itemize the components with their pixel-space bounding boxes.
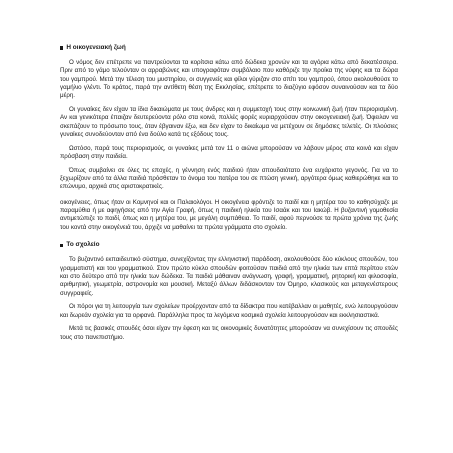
paragraph: Οι γυναίκες δεν είχαν τα ίδια δικαιώματα με τους άνδρες και η συμμετοχή τους στην κοινωνική ζωή ήταν περιορισμένη. Αν και γενικότερα έπαιζαν δευτερεύοντα ρόλο στα κοινά, πολλές φορές κυριαρχούσαν στην οικογενειακή ζωή. Όφειλαν να σκεπάζουν το πρόσωπο τους, όταν έβγαιναν έξω, και δεν είχαν το δικαίωμα να μετέχουν σε δημόσιες τελετές. Οι πλούσιες γυναίκες συνοδεύονταν από ένα δούλο κατά τις εξόδους τους. (60, 106, 398, 138)
section-heading-school (60, 241, 398, 249)
paragraph: Μετά τις βασικές σπουδές όσοι είχαν την έφεση και τις οικονομικές δυνατότητες μπορούσαν να συνεχίσουν τις σπουδές τους στο πανεπιστήμιο. (60, 325, 398, 341)
paragraph: Το βυζαντινό εκπαιδευτικό σύστημα, συνεχίζοντας την ελληνιστική παράδοση, ακολουθούσε δύο κύκλους σπουδών, του γραμματιστή και του γραμματικού. Στον πρώτο κύκλο σπουδών φοιτούσαν παιδιά από την ηλικία των επτά περίπου ετών και στο δεύτερο από την ηλικία των δώδεκα. Τα παιδιά μάθαιναν ανάγνωση, γραφή, γραμματική, ρητορική και φιλοσοφία, αριθμητική, γεωμετρία, αστρονομία και μουσική. Μεταξύ άλλων διδάσκονταν τον Όμηρο, κλασικούς και μεταγενέστερους συγγραφείς. (60, 256, 398, 297)
square-bullet-icon (60, 46, 63, 49)
square-bullet-icon (60, 244, 63, 247)
paragraph: Ο νόμος δεν επέτρεπε να παντρεύονται τα κορίτσια κάτω από δώδεκα χρονών και τα αγόρια κάτω από δεκατέσσερα. Πριν από το γάμο τελούνταν οι αρραβώνες και υπογραφόταν συμβόλαιο που καθόριζε την προίκα της νύφης και τα δώρα του γαμπρού. Μετά την τέλεση του μυστηρίου, οι συγγενείς και φίλοι γύριζαν στο σπίτι του γαμπρού, όπου ακολουθούσε το γαμήλιο γλέντι. Το κράτος, παρά την αντίθετη θέση της Εκκλησίας, επέτρεπε το διαζύγιο εφόσον συναινούσαν και τα δύο μέρη. (60, 59, 398, 100)
paragraph: Όπως συμβαίνει σε όλες τις εποχές, η γέννηση ενός παιδιού ήταν σπουδαιότατο ένα ευχάριστο γεγονός. Για να το ξεχωρίζουν από τα άλλα παιδιά πρόσθεταν το όνομα του πατέρα του σε πτώση γενική, αργότερα όμως καθιερώθηκε και το επώνυμο, αρχικά στις αριστοκρατικές. (60, 166, 398, 191)
section-heading-family-life (60, 44, 398, 52)
paragraph: Ωστόσο, παρά τους περιορισμούς, οι γυναίκες μετά τον 11 ο αιώνα μπορούσαν να λάβουν μέρος στα κοινά και είχαν πρόσβαση στην παιδεία. (60, 144, 398, 160)
paragraph: Οι πόροι για τη λειτουργία των σχολείων προέρχονταν από τα δίδακτρα που κατέβαλλαν οι μαθητές, ενώ λειτουργούσαν και δωρεάν σχολεία για τα ορφανά. Παράλληλα προς τα λεγόμενα κοσμικά σχολεία λειτουργούσαν και εκκλησιαστικά. (60, 303, 398, 319)
document-page (60, 44, 398, 342)
section-heading-text: Η οικογενειακή ζωή (66, 44, 126, 51)
paragraph: οικογένειες, όπως ήταν οι Κομνηνοί και οι Παλαιολόγοι. Η οικογένεια φρόντιζε το παιδί και η μητέρα του το καθησύχαζε με παραμύθια ή με αφηγήσεις από την Αγία Γραφή, όπως η παιδική ηλικία του Ισαάκ και του Ιακώβ. Η βυζαντινή γομοθεσία αντιμετώπιζε το παιδί, όπως και η μητέρα του, με μεγάλη συμπάθεια. Το παιδί, αφού περνούσε τα πρώτα χρόνια της ζωής του κοντά στην οικογένειά του, άρχιζε να μαθαίνει τα πρώτα γράμματα στο σχολείο. (60, 198, 398, 231)
section-heading-text: Το σχολείο (66, 241, 100, 249)
